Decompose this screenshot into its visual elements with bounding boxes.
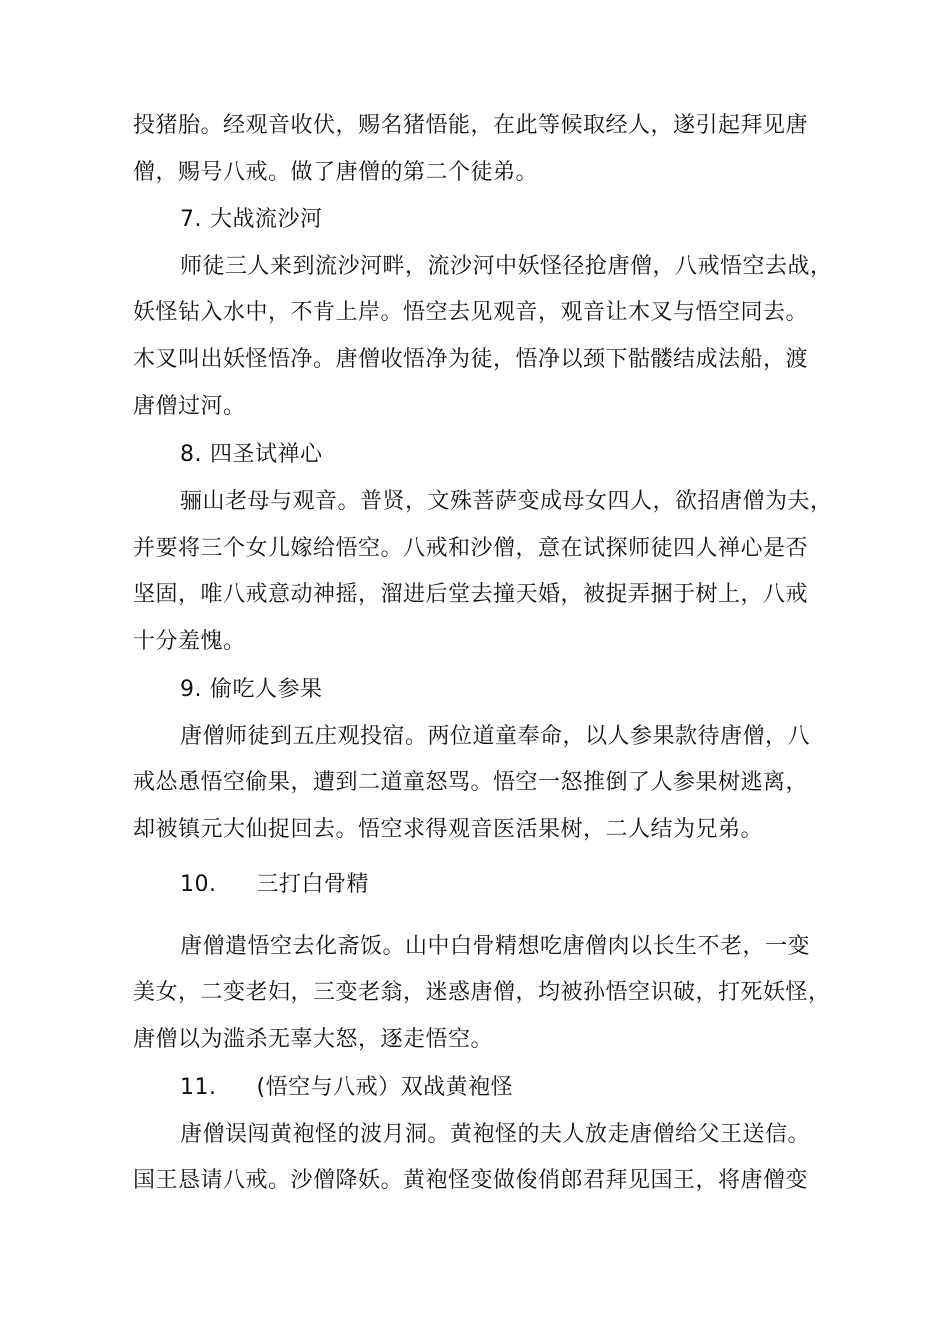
heading-number: 10. [180, 872, 217, 897]
paragraph-line: 美女，二变老妇，三变老翁，迷惑唐僧，均被孙悟空识破，打死妖怪， [133, 980, 831, 1005]
heading-title: 四圣试禅心 [210, 442, 323, 467]
heading-number: 11. [180, 1075, 217, 1100]
heading-number: 7. [180, 207, 202, 232]
section-heading-8 [180, 441, 323, 469]
paragraph-line: 唐僧遣悟空去化斋饭。山中白骨精想吃唐僧肉以长生不老，一变 [180, 934, 811, 959]
paragraph-line: 投猪胎。经观音收伏，赐名猪悟能，在此等候取经人，遂引起拜见唐 [133, 113, 809, 138]
paragraph-line: 唐僧师徒到五庄观投宿。两位道童奉命，以人参果款待唐僧，八 [180, 724, 811, 749]
paragraph-line: 唐僧以为滥杀无辜大怒，逐走悟空。 [133, 1027, 494, 1052]
paragraph-line: 坚固，唯八戒意动神摇，溜进后堂去撞天婚，被捉弄捆于树上，八戒 [133, 582, 809, 607]
paragraph-line: 并要将三个女儿嫁给悟空。八戒和沙僧，意在试探师徒四人禅心是否 [133, 536, 809, 561]
heading-title: 大战流沙河 [210, 207, 323, 232]
paragraph-line: 僧，赐号八戒。做了唐僧的第二个徒弟。 [133, 160, 539, 185]
paragraph-line: 唐僧过河。 [133, 394, 246, 419]
paragraph-line: 十分羞愧。 [133, 629, 246, 654]
section-heading-11 [180, 1074, 513, 1102]
paragraph-line: 却被镇元大仙捉回去。悟空求得观音医活果树，二人结为兄弟。 [133, 817, 764, 842]
paragraph-line: 唐僧误闯黄袍怪的波月洞。黄袍怪的夫人放走唐僧给父王送信。 [180, 1122, 811, 1147]
section-heading-9 [180, 676, 323, 704]
paragraph-line: 妖怪钻入水中，不肯上岸。悟空去见观音，观音让木叉与悟空同去。 [133, 300, 809, 325]
heading-number: 9. [180, 677, 202, 702]
paragraph-line: 师徒三人来到流沙河畔，流沙河中妖怪径抢唐僧，八戒悟空去战， [180, 254, 833, 279]
paragraph-line: 戒怂恿悟空偷果，遭到二道童怒骂。悟空一怒推倒了人参果树逃离， [133, 770, 809, 795]
paragraph-line: 骊山老母与观音。普贤，文殊菩萨变成母女四人，欲招唐僧为夫， [180, 489, 833, 514]
heading-title: 三打白骨精 [256, 872, 370, 897]
section-heading-7 [180, 206, 323, 234]
heading-title: (悟空与八戒）双战黄袍怪 [256, 1075, 514, 1100]
paragraph-line: 木叉叫出妖怪悟净。唐僧收悟净为徒，悟净以颈下骷髅结成法船，渡 [133, 347, 809, 372]
heading-number: 8. [180, 442, 202, 467]
heading-title: 偷吃人参果 [210, 677, 323, 702]
paragraph-line: 国王恳请八戒。沙僧降妖。黄袍怪变做俊俏郎君拜见国王，将唐僧变 [133, 1168, 809, 1193]
section-heading-10 [180, 871, 369, 899]
